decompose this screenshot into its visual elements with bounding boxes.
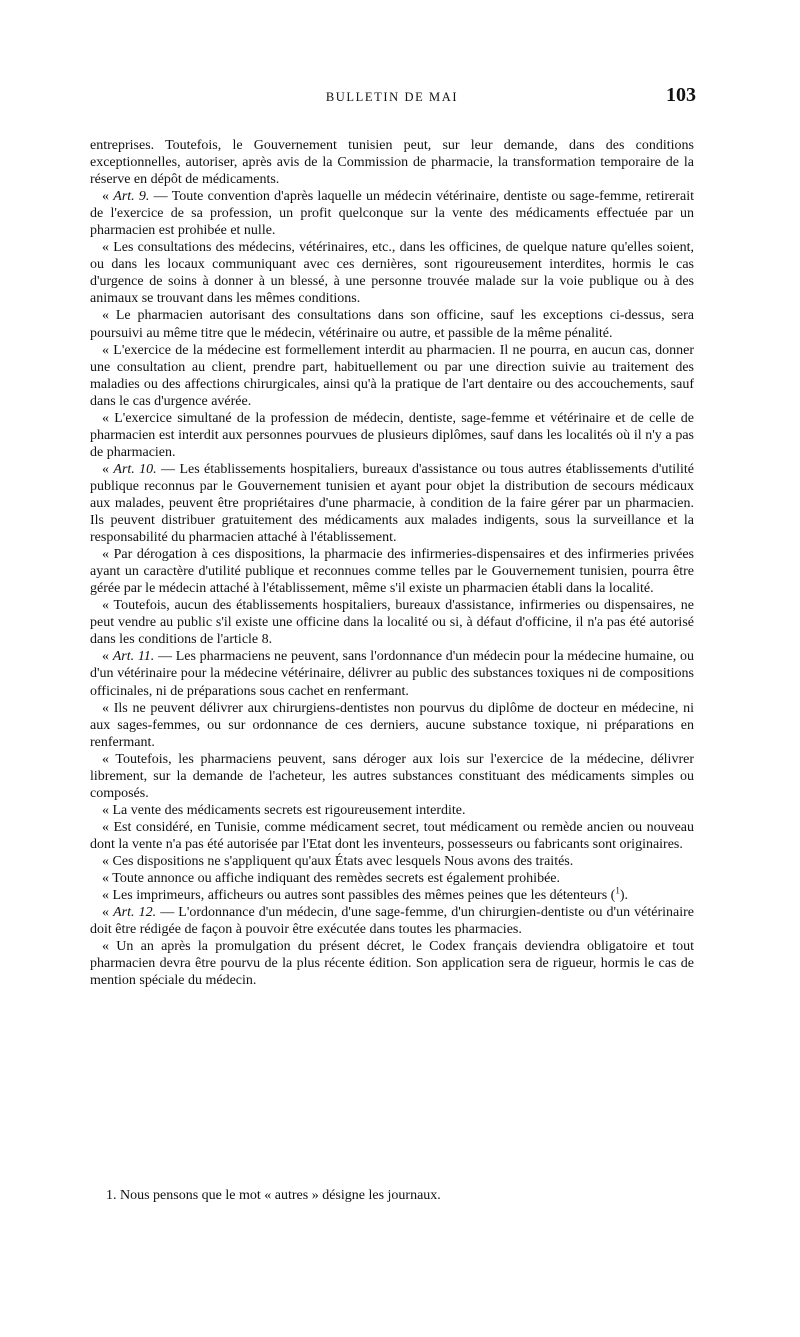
paragraph-text: — Les établissements hospitaliers, bureaux d'assistance ou tous autres établissements d'utilité publique reconnus par le Gouvernement tunisien et ayant pour objet la distribution de secours médicaux aux malades, peuvent être propriétaires d'une pharmacie, à condition de la faire gérer par un pharmacien. Ils peuvent distribuer gratuitement des médicaments aux malades indigents, sous la surveillance et la responsabilité du pharmacien attaché à l'établissement. (90, 461, 695, 546)
paragraph-text: — Toute convention d'après laquelle un médecin vétérinaire, dentiste ou sage-femme, retirerait de l'exercice de sa profession, un profit quelconque sur la vente des médicaments effectuée par un pharmacien est prohibée et nulle. (90, 189, 694, 239)
article-paragraph (90, 461, 694, 546)
paragraph-text: — L'ordonnance d'un médecin, d'une sage-femme, d'un chirurgien-dentiste ou d'un vétérinaire doit être rédigée de façon à pouvoir être exécutée dans toutes les pharmacies. (90, 905, 695, 938)
paragraph-text: « Toutefois, aucun des établissements hospitaliers, bureaux d'assistance, infirmeries ou dispensaires, ne peut vendre au public s'il existe une officine dans la localité ou si, à défaut d'officine, il n'a pas été autorisé dans les conditions de l'article 8. (90, 598, 694, 648)
paragraph-text: « Toutefois, les pharmaciens peuvent, sans déroger aux lois sur l'exercice de la médecine, délivrer librement, sur la demande de l'acheteur, les autres substances constituant des médicaments simples ou composés. (90, 751, 694, 801)
paragraph (90, 239, 694, 307)
quote-mark: « (102, 461, 114, 477)
paragraph (90, 597, 694, 648)
quote-mark: « (102, 905, 114, 921)
paragraph (90, 938, 694, 989)
quote-mark: « (102, 649, 113, 665)
paragraph-text: « Par dérogation à ces dispositions, la pharmacie des infirmeries-dispensaires et des infirmeries privées ayant un caractère d'utilité publique et reconnues comme telles par le Gouvernement tunisien, pourra être gérée par le médecin attaché à l'établissement, même s'il existe un pharmacien établi dans la localité. (90, 547, 694, 597)
page-number: 103 (666, 84, 696, 106)
paragraph (90, 751, 694, 802)
article-paragraph (90, 904, 694, 938)
paragraph-text: « Les consultations des médecins, vétérinaires, etc., dans les officines, de quelque nature qu'elles soient, ou dans les locaux communiquant avec ces dernières, sont rigoureusement interdites, hormis le cas d'urgence de soins à donner à un blessé, à une personne trouvée malade sur la voie publique ou à des animaux se trouvant dans les mêmes conditions. (90, 240, 694, 307)
paragraph (90, 870, 694, 887)
paragraph (90, 700, 694, 751)
paragraph-text: « La vente des médicaments secrets est rigoureusement interdite. (102, 802, 466, 818)
paragraph-tail: ). (619, 888, 629, 904)
paragraph-text: « Les imprimeurs, afficheurs ou autres sont passibles des mêmes peines que les détenteurs ( (102, 888, 616, 904)
article-paragraph (90, 648, 694, 699)
paragraph (90, 802, 694, 819)
footnote-reference: 1 (615, 885, 620, 896)
paragraph-text: « Un an après la promulgation du présent décret, le Codex français deviendra obligatoire et tout pharmacien devra être pourvu de la plus récente édition. Son application sera de rigueur, hormis le cas de mention spéciale du médecin. (90, 939, 694, 989)
paragraph-text: entreprises. Toutefois, le Gouvernement tunisien peut, sur leur demande, dans des conditions exceptionnelles, autoriser, après avis de la Commission de pharmacie, la transformation temporaire de la réserve en dépôt de médicaments. (90, 138, 694, 188)
paragraph-text: — Les pharmaciens ne peuvent, sans l'ordonnance d'un médecin pour la médecine humaine, ou d'un vétérinaire pour la médecine vétérinaire, délivrer au public des substances toxiques ni de compositions officinales, ni de préparations sous cachet en renfermant. (90, 649, 695, 699)
paragraph-text: « Ils ne peuvent délivrer aux chirurgiens-dentistes non pourvus du diplôme de docteur en médecine, ni aux sages-femmes, ou sur ordonnance de ces derniers, aucune substance toxique, ni préparations en renfermant. (90, 700, 694, 750)
paragraph (90, 137, 694, 188)
article-number: Art. 10. (113, 461, 157, 477)
paragraph (90, 887, 694, 904)
paragraph-text: « Toute annonce ou affiche indiquant des remèdes secrets est également prohibée. (102, 871, 561, 887)
running-title: BULLETIN DE MAI (325, 90, 459, 104)
paragraph-text: « Ces dispositions ne s'appliquent qu'aux États avec lesquels Nous avons des traités. (102, 853, 574, 869)
paragraph (90, 819, 694, 853)
paragraph (90, 410, 694, 461)
paragraph-text: « Le pharmacien autorisant des consultations dans son officine, sauf les exceptions ci-dessus, sera poursuivi au même titre que le médecin, vétérinaire ou autre, et passible de la même pénalité. (90, 308, 694, 341)
paragraph-text: « L'exercice simultané de la profession de médecin, dentiste, sage-femme et vétérinaire et de celle de pharmacien est interdit aux personnes pourvues de plusieurs diplômes, sauf dans les localités où il n'y a pas de pharmacien. (90, 410, 694, 460)
page-header (88, 84, 696, 110)
paragraph (90, 546, 694, 597)
paragraph (90, 342, 694, 410)
paragraph (90, 307, 694, 341)
body-text (90, 137, 694, 989)
quote-mark: « (102, 189, 114, 205)
footnote: 1. Nous pensons que le mot « autres » désigne les journaux. (106, 1188, 441, 1203)
article-paragraph (90, 188, 694, 239)
paragraph (90, 853, 694, 870)
paragraph-text: « L'exercice de la médecine est formellement interdit au pharmacien. Il ne pourra, en aucun cas, donner une consultation au client, prendre part, habituellement ou par une direction suivie au traitement des maladies ou des affections chirurgicales, ainsi qu'à la pratique de l'art dentaire ou des accouchements, sauf dans le cas d'urgence avérée. (90, 342, 694, 409)
article-number: Art. 9. (113, 189, 150, 205)
paragraph-text: « Est considéré, en Tunisie, comme médicament secret, tout médicament ou remède ancien ou nouveau dont la vente n'a pas été autorisée par l'Etat dont les inventeurs, possesseurs ou fabricants sont originaires. (90, 819, 694, 852)
article-number: Art. 12. (113, 905, 157, 921)
article-number: Art. 11. (112, 649, 155, 665)
